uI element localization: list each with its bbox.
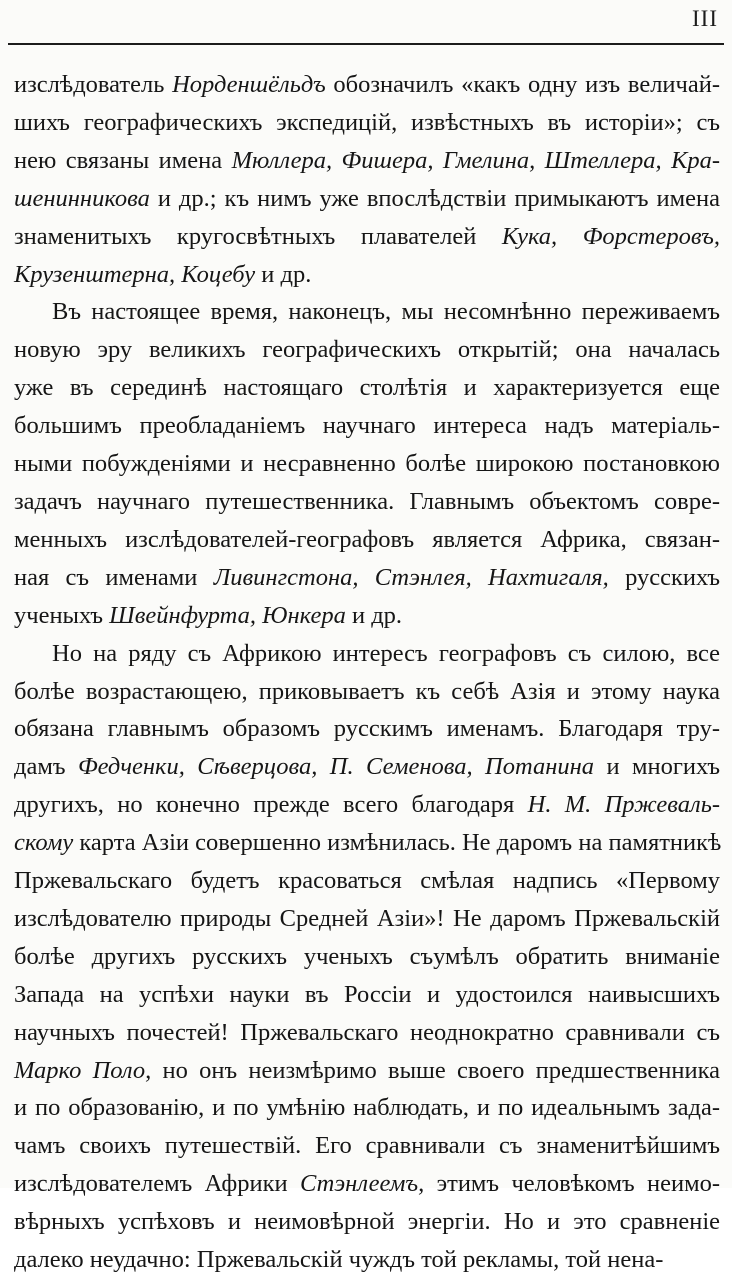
- text-line: [14, 66, 720, 104]
- text-run: изслѣдователь: [14, 71, 173, 98]
- italic-name: Марко Поло,: [14, 1056, 152, 1084]
- text-run: задачъ научнаго путешественника. Главнымъ объектомъ совре-: [14, 487, 720, 515]
- text-run: менныхъ изслѣдователей-географовъ является Африка, связан-: [14, 525, 720, 553]
- text-run: Пржевальскаго будетъ красоваться смѣлая надпись «Первому: [14, 867, 720, 895]
- text-line: [14, 1241, 720, 1279]
- text-run: Но на ряду съ Африкою интересъ географовъ съ силою, все: [52, 639, 720, 667]
- italic-name: Норденшёльдъ: [172, 71, 326, 98]
- text-run: новую эру великихъ географическихъ открытій; она началась: [14, 336, 720, 364]
- text-line: [14, 635, 720, 673]
- text-line: [14, 445, 720, 483]
- text-run: обязана главнымъ образомъ русскимъ именамъ. Благодаря тру-: [14, 715, 720, 743]
- text-run: далеко неудачно: Пржевальскій чуждъ той рекламы, той нена-: [14, 1246, 664, 1274]
- text-run: но онъ неизмѣримо выше своего предшественника: [151, 1056, 720, 1084]
- text-line: [14, 710, 720, 748]
- italic-name: скому: [14, 829, 74, 857]
- text-line: [14, 483, 720, 521]
- text-run: изслѣдователю природы Средней Азіи»! Не даромъ Пржевальскій: [14, 904, 720, 932]
- text-line: [14, 1089, 720, 1127]
- text-line: [14, 862, 720, 900]
- italic-name: Кука, Форстеровъ,: [501, 222, 720, 250]
- text-line: [14, 521, 720, 559]
- text-run: дамъ: [14, 753, 78, 781]
- italic-name: Швейнфурта, Юнкера: [109, 601, 346, 629]
- text-run: русскихъ: [608, 563, 720, 591]
- text-run: большимъ преобладаніемъ научнаго интереса надъ матеріаль-: [14, 412, 720, 440]
- text-line: [14, 786, 720, 824]
- paragraph: [14, 293, 720, 634]
- text-run: Запада на успѣхи науки въ Россіи и удостоился наивысшихъ: [14, 980, 720, 1008]
- text-run: ными побужденіями и несравненно болѣе широкою постановкою: [14, 450, 720, 478]
- text-line: [14, 331, 720, 369]
- italic-name: шенинникова: [14, 184, 150, 212]
- text-run: и др.; къ нимъ уже впослѣдствіи примыкаютъ имена: [149, 184, 720, 212]
- text-line: [14, 369, 720, 407]
- text-run: Въ настоящее время, наконецъ, мы несомнѣнно переживаемъ: [52, 298, 720, 326]
- text-run: изслѣдователемъ Африки: [14, 1170, 300, 1198]
- italic-name: Мюллера, Фишера, Гмелина, Штеллера, Кра-: [231, 146, 720, 174]
- text-line: [14, 976, 720, 1014]
- text-line: [14, 673, 720, 711]
- text-line: [14, 293, 720, 331]
- text-line: [14, 938, 720, 976]
- text-line: [14, 1165, 720, 1203]
- text-run: обозначилъ «какъ одну изъ величай-: [325, 71, 720, 98]
- text-run: другихъ, но конечно прежде всего благодаря: [14, 791, 528, 819]
- text-line: [14, 900, 720, 938]
- text-run: и др.: [345, 601, 403, 629]
- text-run: ная съ именами: [14, 563, 214, 591]
- italic-name: Федченки, Сѣверцова, П. Семенова, Потанина: [77, 753, 595, 781]
- text-run: знаменитыхъ кругосвѣтныхъ плавателей: [14, 222, 502, 250]
- page-number: III: [692, 6, 718, 31]
- text-line: [14, 824, 720, 862]
- text-line: [14, 559, 720, 597]
- text-run: этимъ человѣкомъ неимо-: [424, 1170, 720, 1198]
- text-line: [14, 142, 720, 180]
- paragraph: [14, 635, 720, 1279]
- text-line: [14, 1052, 720, 1090]
- text-line: [14, 407, 720, 445]
- text-run: научныхъ почестей! Пржевальскаго неоднократно сравнивали съ: [14, 1018, 720, 1046]
- header-rule: [8, 43, 724, 45]
- text-run: вѣрныхъ успѣховъ и неимовѣрной энергіи. Но и это сравненіе: [14, 1208, 720, 1236]
- text-run: и др.: [255, 260, 312, 288]
- text-line: [14, 1014, 720, 1052]
- text-run: и многихъ: [594, 753, 720, 781]
- text-run: и по образованію, и по умѣнію наблюдать, и по идеальнымъ зада-: [14, 1094, 720, 1122]
- text-run: чамъ своихъ путешествій. Его сравнивали съ знаменитѣйшимъ: [14, 1132, 720, 1160]
- text-run: уже въ серединѣ настоящаго столѣтія и характеризуется еще: [14, 374, 720, 402]
- text-line: [14, 1127, 720, 1165]
- text-line: [14, 748, 720, 786]
- body-text: [14, 66, 720, 1279]
- text-run: карта Азіи совершенно измѣнилась. Не даромъ на памятникѣ: [73, 829, 722, 857]
- italic-name: Крузенштерна, Коцебу: [14, 260, 256, 288]
- text-run: шихъ географическихъ экспедицій, извѣстныхъ въ исторіи»; съ: [14, 108, 720, 136]
- text-run: болѣе другихъ русскихъ ученыхъ съумѣлъ обратить вниманіе: [14, 942, 720, 970]
- text-run: нею связаны имена: [14, 146, 232, 174]
- text-line: [14, 180, 720, 218]
- italic-name: Стэнлеемъ,: [299, 1170, 425, 1198]
- text-line: [14, 1203, 720, 1241]
- text-run: ученыхъ: [14, 601, 110, 629]
- text-line: [14, 256, 720, 294]
- paragraph: [14, 66, 720, 293]
- text-line: [14, 104, 720, 142]
- italic-name: Ливингстона, Стэнлея, Нахтигаля,: [213, 563, 609, 591]
- text-line: [14, 218, 720, 256]
- text-line: [14, 597, 720, 635]
- italic-name: Н. М. Пржеваль-: [527, 791, 720, 819]
- text-run: болѣе возрастающею, приковываетъ къ себѣ Азія и этому наука: [14, 677, 720, 705]
